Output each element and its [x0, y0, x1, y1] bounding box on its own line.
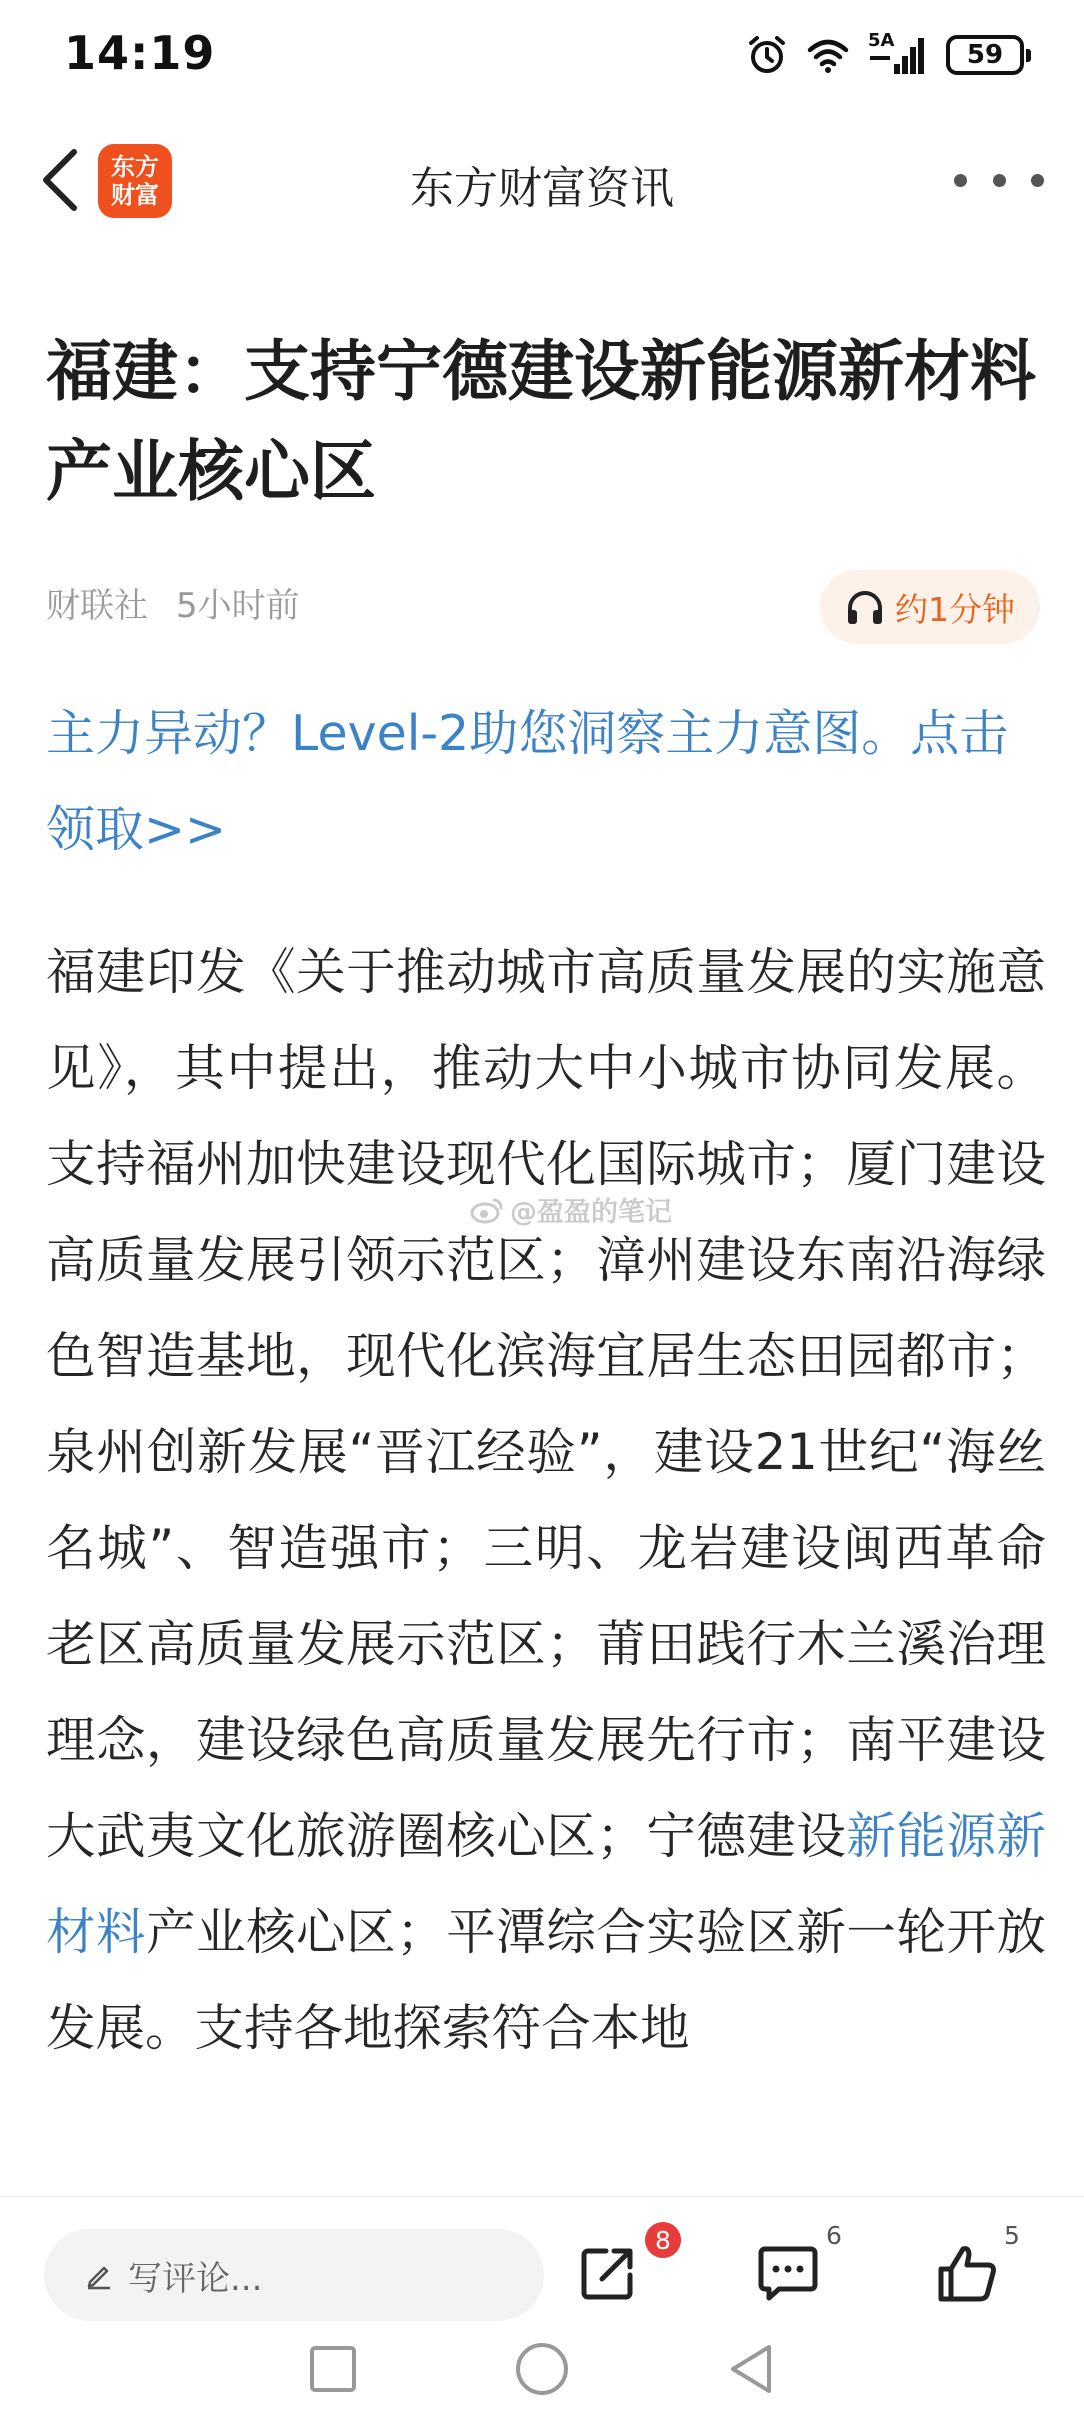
logo-line2: 财富	[111, 181, 159, 209]
bottom-action-bar	[0, 2196, 1084, 2326]
level2-promo-link[interactable]: 主力异动？Level-2助您洞察主力意图。点击领取>>	[46, 705, 1009, 858]
status-bar	[0, 0, 1084, 110]
watermark-text: @盈盈的笔记	[510, 1197, 672, 1228]
battery-level: 59	[966, 40, 1004, 70]
circle-icon	[513, 2340, 571, 2398]
home-button[interactable]	[507, 2334, 577, 2404]
share-icon	[578, 2243, 638, 2303]
thumbs-up-icon	[937, 2243, 999, 2303]
body-text-part1: 福建印发《关于推动城市高质量发展的实施意见》，其中提出，推动大中小城市协同发展。支持福州加快建设现代化国际城市；厦门建设高质量发展引领示范区；漳州建设东南沿海绿色智造基地，现代化滨海宜居生态田园都市；泉州创新发展“晋江经验”，建设21世纪“海丝名城”、智造强市；三明、龙岩建设闽西革命老区高质量发展示范区；莆田践行木兰溪治理理念，建设绿色高质量发展先行市；南平建设大武夷文化旅游圈核心区；宁德建设	[46, 943, 1046, 1865]
like-button[interactable]	[928, 2233, 1008, 2313]
recent-apps-button[interactable]	[298, 2334, 368, 2404]
listen-button[interactable]	[820, 570, 1040, 644]
system-nav-bar	[0, 2326, 1084, 2412]
status-icons	[746, 30, 1024, 80]
comment-bubble-icon	[757, 2243, 819, 2303]
comments-button[interactable]	[748, 2233, 828, 2313]
logo-line1: 东方	[111, 153, 159, 181]
square-icon	[307, 2343, 359, 2395]
comment-input[interactable]	[44, 2229, 544, 2321]
article-title: 福建：支持宁德建设新能源新材料产业核心区	[46, 333, 1036, 510]
more-button[interactable]	[954, 152, 1044, 208]
page-title: 东方财富资讯	[410, 163, 674, 214]
like-count: 5	[1004, 2221, 1020, 2250]
article-meta	[46, 578, 300, 627]
battery-icon	[946, 35, 1024, 75]
more-dots-icon	[954, 174, 967, 187]
more-dots-icon	[993, 174, 1006, 187]
status-time: 14:19	[64, 26, 216, 80]
triangle-back-icon	[725, 2341, 777, 2397]
signal-icon	[868, 30, 928, 76]
article-time: 5小时前	[176, 586, 300, 626]
nav-header	[0, 130, 1084, 230]
more-dots-icon	[1031, 174, 1044, 187]
article-source: 财联社	[46, 586, 148, 626]
listen-duration: 约1分钟	[895, 589, 1015, 629]
body-text-part2: 产业核心区；平潭综合实验区新一轮开放发展。支持各地探索符合本地	[46, 1903, 1046, 2057]
share-badge: 8	[642, 2219, 684, 2261]
comment-count: 6	[826, 2221, 842, 2250]
system-back-button[interactable]	[716, 2334, 786, 2404]
wifi-icon	[806, 36, 850, 74]
headphones-icon	[845, 588, 885, 626]
comment-placeholder: 写评论...	[128, 2258, 263, 2299]
article-body	[46, 924, 1046, 2214]
pencil-icon	[84, 2260, 114, 2290]
share-button[interactable]	[568, 2233, 648, 2313]
body-keyword-link[interactable]: 新能源新材料	[46, 1807, 1046, 1961]
weibo-watermark	[470, 1190, 672, 1229]
alarm-icon	[746, 34, 788, 76]
network-type: 5A	[868, 30, 895, 51]
weibo-icon	[470, 1196, 504, 1224]
